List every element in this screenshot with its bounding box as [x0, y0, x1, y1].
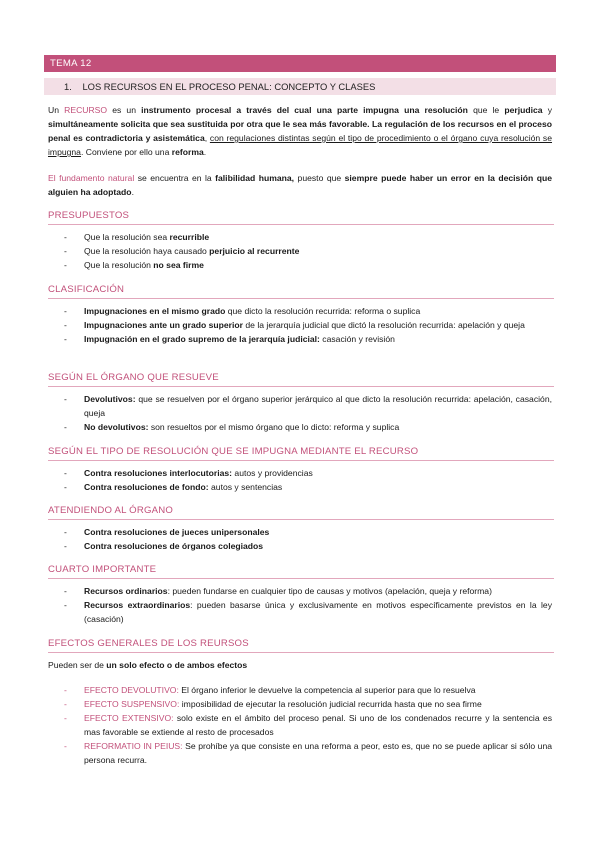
list-item: - Impugnación en el grado supremo de la jerarquía judicial: casación y revisión: [64, 334, 395, 344]
intro-bold: simultáneamente solicita que sea sustituida por otra que le sea más favorable. La regulación de los recursos en el proceso penal es contradictoria y asistemática: [48, 119, 552, 143]
intro-paragraph: [48, 103, 552, 159]
fundamento-bold: falibilidad humana,: [215, 173, 295, 183]
intro-text: . Conviene por ello una: [80, 147, 172, 157]
intro-bold: instrumento procesal a través del cual una parte impugna una resolución: [141, 105, 468, 115]
intro-bold: perjudica: [504, 105, 543, 115]
recurso-term: RECURSO: [64, 105, 108, 115]
list-item: - Contra resoluciones de órganos colegiados: [64, 541, 264, 551]
tipo-list: [48, 466, 552, 494]
heading-presupuestos: PRESUPUESTOS: [48, 210, 554, 225]
intro-text: es un: [107, 105, 142, 115]
list-item: - Impugnaciones en el mismo grado que dicto la resolución recurrida: reforma o suplica: [64, 306, 421, 316]
list-item: - Contra resoluciones de jueces unipersonales: [64, 527, 270, 537]
heading-organo: SEGÚN EL ÓRGANO QUE RESUEVE: [48, 372, 554, 387]
list-item: - Que la resolución haya causado perjuicio al recurrente: [64, 246, 300, 256]
intro-text: Un: [48, 105, 65, 115]
clasificacion-list: [48, 304, 552, 346]
list-item: - No devolutivos: son resueltos por el mismo órgano que lo dicto: reforma y suplica: [64, 422, 400, 432]
section-title-text: LOS RECURSOS EN EL PROCESO PENAL: CONCEPTO Y CLASES: [82, 81, 376, 92]
heading-atendiendo: ATENDIENDO AL ÓRGANO: [48, 505, 554, 520]
intro-text: .: [203, 147, 207, 157]
cuarto-list: [48, 584, 552, 626]
fundamento-text: se encuentra en la: [134, 173, 216, 183]
section-title: [44, 78, 556, 95]
fundamento-bold: siempre puede haber un error en la decisión que alguien ha adoptado: [48, 173, 552, 197]
heading-tipo: SEGÚN EL TIPO DE RESOLUCIÓN QUE SE IMPUGNA MEDIANTE EL RECURSO: [48, 446, 554, 461]
list-item: - Recursos ordinarios: pueden fundarse en cualquier tipo de causas y motivos (apelación, queja y reforma): [64, 586, 492, 596]
presupuestos-list: [48, 230, 552, 272]
organo-list: [48, 392, 552, 434]
efectos-list: [48, 683, 552, 767]
tema-header: TEMA 12: [44, 55, 556, 72]
fundamento-label: El fundamento natural: [48, 173, 135, 183]
fundamento-text: puesto que: [294, 173, 345, 183]
list-item: - Contra resoluciones de fondo: autos y sentencias: [64, 482, 283, 492]
list-item: - Contra resoluciones interlocutorias: autos y providencias: [64, 468, 313, 478]
atendiendo-list: [48, 525, 552, 553]
list-item: - Que la resolución no sea firme: [64, 260, 204, 270]
intro-text: y: [542, 105, 552, 115]
fundamento-text: .: [131, 187, 134, 197]
section-number: 1.: [64, 81, 72, 92]
heading-efectos: EFECTOS GENERALES DE LOS REURSOS: [48, 638, 554, 653]
intro-text: que le: [467, 105, 505, 115]
heading-cuarto: CUARTO IMPORTANTE: [48, 564, 554, 579]
list-item: - EFECTO DEVOLUTIVO: El órgano inferior le devuelve la competencia al superior para que lo resuelva: [64, 685, 476, 695]
heading-clasificacion: CLASIFICACIÓN: [48, 284, 554, 299]
efectos-intro: Pueden ser de un solo efecto o de ambos efectos: [48, 660, 248, 670]
list-item: - Que la resolución sea recurrible: [64, 232, 210, 242]
intro-bold: reforma: [171, 147, 204, 157]
intro-text: ,: [204, 133, 210, 143]
list-item: - EFECTO SUSPENSIVO: imposibilidad de ejecutar la resolución judicial recurrida hasta que no sea firme: [64, 699, 482, 709]
fundamento-paragraph: [48, 171, 552, 199]
list-item: - REFORMATIO IN PEIUS: Se prohíbe ya que consiste en una reforma a peor, esto es, que no se puede aplicar si sólo una persona recurra.: [64, 741, 553, 765]
intro-underline: con regulaciones distintas según el tipo de procedimiento o el órgano cuya resolución se impugna: [48, 133, 553, 157]
list-item: - Recursos extraordinarios: pueden basarse única y exclusivamente en motivos específicamente previstos en la ley (casación): [64, 600, 552, 624]
list-item: - Impugnaciones ante un grado superior de la jerarquía judicial que dictó la resolución recurrida: apelación y queja: [64, 320, 525, 330]
list-item: - Devolutivos: que se resuelven por el órgano superior jerárquico al que dicto la resolución recurrida: apelación, casación, queja: [64, 394, 552, 418]
list-item: - EFECTO EXTENSIVO: solo existe en el ámbito del proceso penal. Si uno de los condenados recurre y la sentencia es mas favorable se extiende al resto de procesados: [64, 713, 552, 737]
